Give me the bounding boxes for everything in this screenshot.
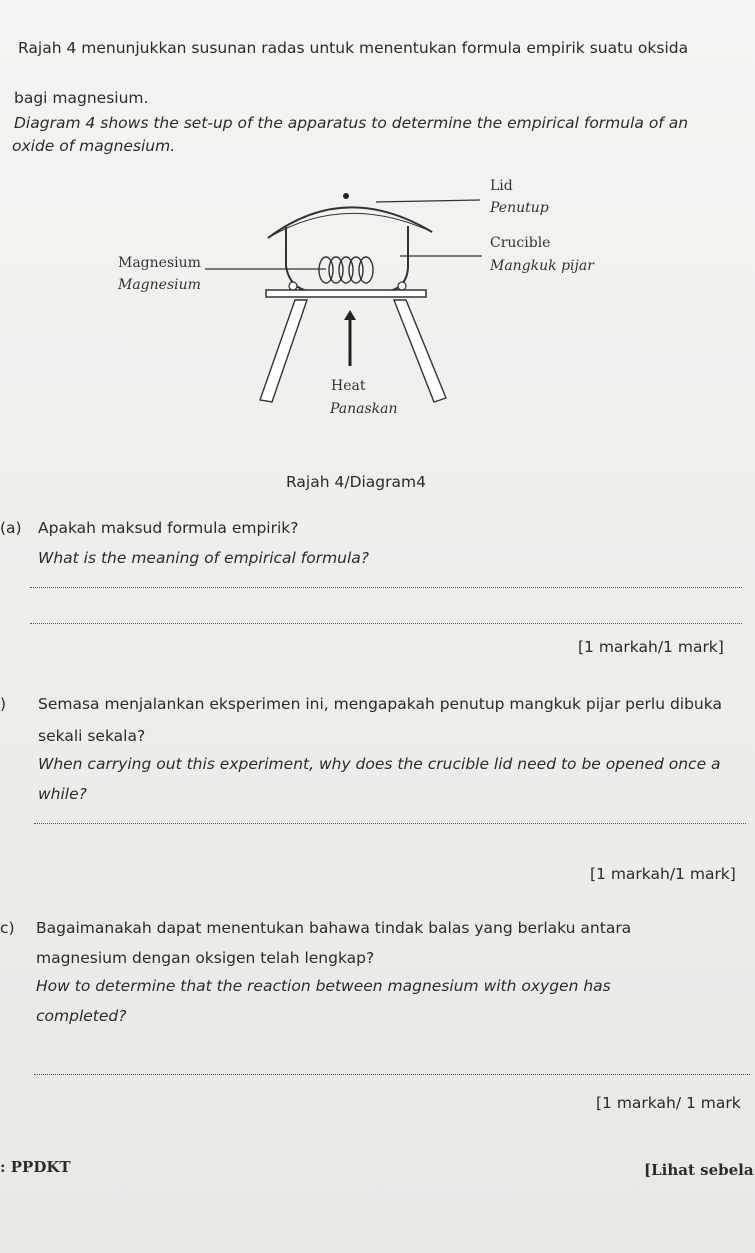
- question-c-en-line2: completed?: [36, 1007, 127, 1025]
- question-c-ms-line2: magnesium dengan oksigen telah lengkap?: [36, 949, 375, 967]
- label-magnesium-ms: Magnesium: [118, 277, 201, 293]
- question-a-ms: Apakah maksud formula empirik?: [38, 519, 299, 537]
- question-b-ms-line2: sekali sekala?: [38, 727, 146, 745]
- magnesium-coil: [319, 257, 373, 283]
- question-c-ms-line1: Bagaimanakah dapat menentukan bahawa tindak balas yang berlaku antara: [36, 919, 632, 937]
- footer-left: : PPDKT: [0, 1158, 71, 1176]
- crucible: [286, 226, 408, 292]
- diagram-caption: Rajah 4/Diagram4: [286, 473, 426, 491]
- label-heat-ms: Panaskan: [330, 401, 398, 417]
- footer-right: [Lihat sebela: [644, 1161, 754, 1179]
- answer-line-c1[interactable]: [34, 1074, 750, 1075]
- label-magnesium: Magnesium: [118, 255, 201, 271]
- intro-ms-line2: bagi magnesium.: [14, 89, 149, 107]
- label-lid: Lid: [490, 178, 513, 194]
- question-c-marks: [1 markah/ 1 mark: [596, 1094, 741, 1112]
- label-crucible-ms: Mangkuk pijar: [490, 258, 594, 274]
- question-b-en-line2: while?: [38, 785, 87, 803]
- intro-en-line2: oxide of magnesium.: [12, 137, 176, 155]
- answer-line-a2[interactable]: [30, 623, 742, 624]
- intro-en-line1: Diagram 4 shows the set-up of the apparatus to determine the empirical formula of an: [14, 114, 689, 132]
- label-heat: Heat: [331, 378, 366, 394]
- pipeclay-triangle: [266, 290, 426, 297]
- question-c-number: c): [0, 919, 15, 937]
- question-a-en: What is the meaning of empirical formula?: [38, 549, 370, 567]
- answer-line-b1[interactable]: [34, 823, 746, 824]
- question-b-number: ): [0, 695, 7, 713]
- intro-ms-line1: Rajah 4 menunjukkan susunan radas untuk menentukan formula empirik suatu oksida: [18, 39, 689, 57]
- tripod-leg-right: [394, 300, 446, 402]
- question-a-number: (a): [0, 519, 22, 537]
- question-a-marks: [1 markah/1 mark]: [578, 638, 724, 656]
- question-b-en-line1: When carrying out this experiment, why does the crucible lid need to be opened once a: [38, 755, 721, 773]
- question-b-marks: [1 markah/1 mark]: [590, 865, 736, 883]
- tripod-leg-left: [260, 300, 307, 402]
- label-crucible: Crucible: [490, 235, 551, 251]
- question-c-en-line1: How to determine that the reaction between magnesium with oxygen has: [36, 977, 611, 995]
- answer-line-a1[interactable]: [30, 587, 742, 588]
- question-b-ms-line1: Semasa menjalankan eksperimen ini, mengapakah penutup mangkuk pijar perlu dibuka: [38, 695, 722, 713]
- lid-knob: [343, 193, 349, 199]
- label-lid-ms: Penutup: [490, 200, 549, 216]
